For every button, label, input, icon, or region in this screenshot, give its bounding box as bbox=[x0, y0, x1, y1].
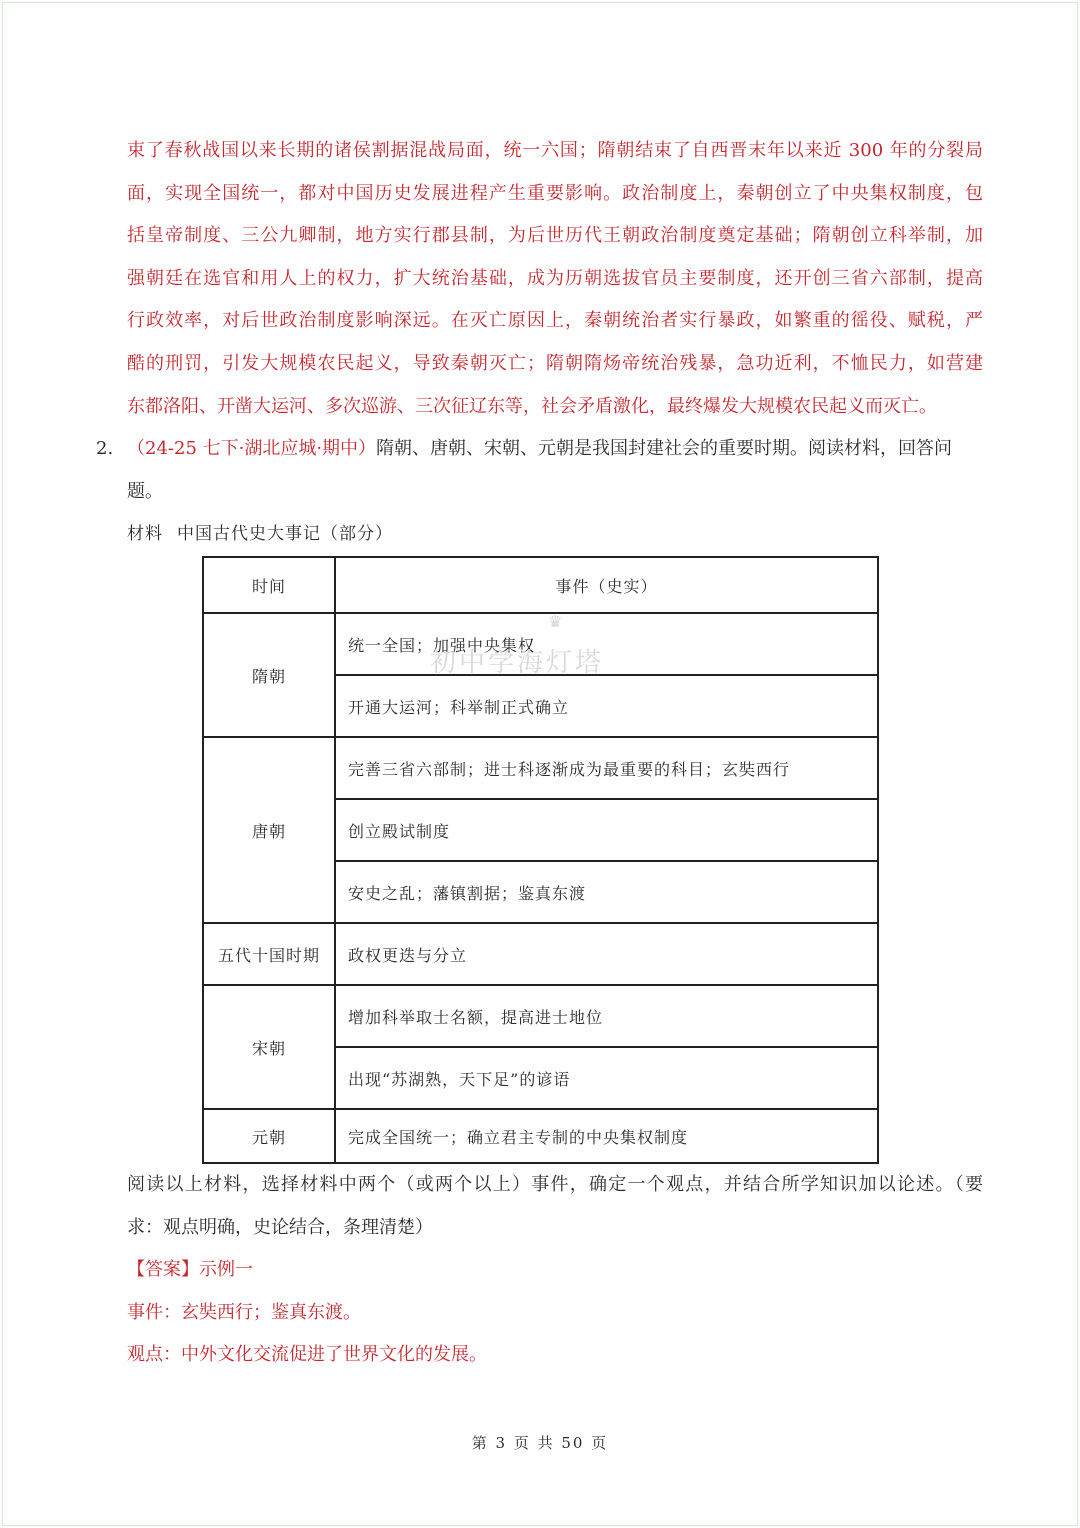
answer-paragraph-line: 括皇帝制度、三公九卿制，地方实行郡县制，为后世历代王朝政治制度奠定基础；隋朝创立科举制，加 bbox=[127, 225, 983, 247]
answer-viewpoint: 观点：中外文化交流促进了世界文化的发展。 bbox=[127, 1344, 487, 1366]
period-cell: 唐朝 bbox=[203, 737, 335, 923]
event-cell: 增加科举取士名额，提高进士地位 bbox=[335, 985, 878, 1047]
event-cell: 出现“苏湖熟，天下足”的谚语 bbox=[335, 1047, 878, 1109]
question-text: 隋朝、唐朝、宋朝、元朝是我国封建社会的重要时期。阅读材料，回答问 bbox=[376, 438, 953, 460]
header-time: 时间 bbox=[203, 557, 335, 613]
answer-paragraph-line: 酷的刑罚，引发大规模农民起义，导致秦朝灭亡；隋朝隋炀帝统治残暴，急功近利，不恤民力，如营建 bbox=[127, 352, 983, 374]
answer-paragraph-line: 强朝廷在选官和用人上的权力，扩大统治基础，成为历朝选拔官员主要制度，还开创三省六部制，提高 bbox=[127, 267, 983, 289]
answer-section bbox=[127, 1164, 983, 1377]
answer-paragraph-line: 面，实现全国统一，都对中国历史发展进程产生重要影响。政治制度上，秦朝创立了中央集权制度，包 bbox=[127, 182, 983, 204]
document-body bbox=[96, 130, 983, 555]
question-source: （24-25 七下·湖北应城·期中） bbox=[127, 438, 377, 460]
answer-paragraph-line: 东都洛阳、开凿大运河、多次巡游、三次征辽东等，社会矛盾激化，最终爆发大规模农民起义而灭亡。 bbox=[127, 395, 937, 417]
answer-paragraph-line: 束了春秋战国以来长期的诸侯割据混战局面，统一六国；隋朝结束了自西晋末年以来近 300 年的分裂局 bbox=[127, 140, 983, 161]
instruction-line: 阅读以上材料，选择材料中两个（或两个以上）事件，确定一个观点，并结合所学知识加以论述。（要 bbox=[127, 1174, 983, 1195]
material-label: 材料 bbox=[127, 524, 163, 545]
answer-events: 事件：玄奘西行；鉴真东渡。 bbox=[127, 1301, 361, 1323]
header-event: 事件（史实） bbox=[335, 557, 878, 613]
period-cell: 五代十国时期 bbox=[203, 923, 335, 985]
page-number: 第 3 页 共 50 页 bbox=[471, 1434, 609, 1452]
event-cell: 开通大运河；科举制正式确立 bbox=[335, 675, 878, 737]
event-cell: 统一全国；加强中央集权 bbox=[335, 613, 878, 675]
material-caption: 中国古代史大事记（部分） bbox=[177, 524, 393, 545]
instruction-line: 求：观点明确，史论结合，条理清楚） bbox=[127, 1216, 433, 1238]
period-cell: 隋朝 bbox=[203, 613, 335, 737]
event-cell: 创立殿试制度 bbox=[335, 799, 878, 861]
question-number: 2. bbox=[96, 438, 114, 460]
period-cell: 元朝 bbox=[203, 1109, 335, 1163]
material-title bbox=[127, 513, 983, 555]
answer-label: 【答案】示例一 bbox=[127, 1259, 253, 1281]
event-cell: 政权更迭与分立 bbox=[335, 923, 878, 985]
period-cell: 宋朝 bbox=[203, 985, 335, 1109]
event-cell: 完善三省六部制；进士科逐渐成为最重要的科目；玄奘西行 bbox=[335, 737, 878, 799]
answer-paragraph-line: 行政效率，对后世政治制度影响深远。在灭亡原因上，秦朝统治者实行暴政，如繁重的徭役、赋税，严 bbox=[127, 310, 983, 332]
watermark-crown-icon: ♛ bbox=[548, 612, 563, 631]
question-2 bbox=[96, 428, 983, 471]
question-text-continued: 题。 bbox=[127, 480, 163, 502]
event-cell: 安史之乱；藩镇割据；鉴真东渡 bbox=[335, 861, 878, 923]
watermark: 初中学海灯塔 bbox=[430, 648, 605, 678]
events-table bbox=[202, 556, 879, 1164]
event-cell: 完成全国统一；确立君主专制的中央集权制度 bbox=[335, 1109, 878, 1163]
